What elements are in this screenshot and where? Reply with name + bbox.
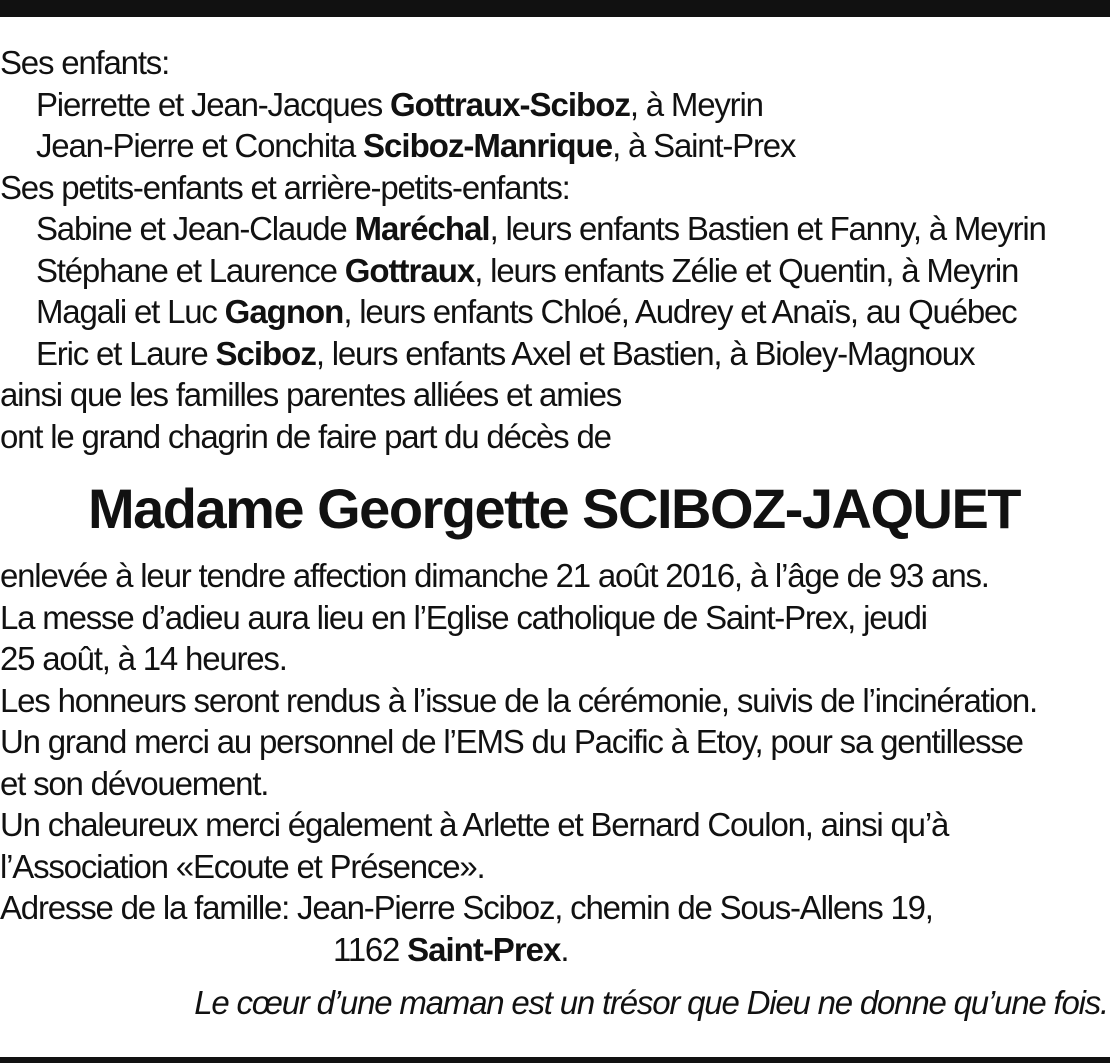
families-line: ainsi que les familles parentes alliées et amies (0, 376, 622, 413)
address-city: Saint-Prex (407, 930, 561, 968)
family-names: Jean-Pierre et Conchita (36, 127, 364, 164)
family-surname: Sciboz (215, 334, 316, 372)
family-entry (0, 125, 1108, 167)
family-entry (0, 333, 1108, 375)
family-entry (0, 208, 1108, 250)
thanks-friends-line: Un chaleureux merci également à Arlette et Bernard Coulon, ainsi qu’à (0, 806, 949, 843)
family-place: , leurs enfants Chloé, Audrey et Anaïs, au Québec (343, 293, 1017, 330)
family-names: Eric et Laure (36, 334, 216, 372)
family-address-line: Adresse de la famille: Jean-Pierre Sciboz, chemin de Sous-Allens 19, (0, 889, 933, 926)
family-entry (0, 250, 1108, 292)
family-surname: Gottraux (344, 251, 475, 289)
thanks-ems-line: Un grand merci au personnel de l’EMS du Pacific à Etoy, pour sa gentillesse (0, 723, 1023, 760)
family-address-city-line (0, 929, 1108, 971)
bottom-border-rule (0, 1057, 1110, 1063)
family-place: , à Saint-Prex (612, 127, 796, 164)
obituary-notice (0, 42, 1108, 1024)
family-surname: Gottraux-Sciboz (390, 85, 630, 123)
family-names: Magali et Luc (36, 293, 225, 330)
mass-line-continued: 25 août, à 14 heures. (0, 640, 287, 677)
thanks-ems-line-continued: et son dévouement. (0, 764, 269, 802)
address-postcode: 1162 (333, 930, 408, 968)
family-names: Pierrette et Jean-Jacques (36, 85, 391, 123)
family-place: , à Meyrin (629, 85, 763, 123)
family-names: Stéphane et Laurence (36, 251, 345, 289)
children-heading: Ses enfants: (0, 44, 170, 81)
announcement-line: ont le grand chagrin de faire part du décès de (0, 417, 611, 455)
family-surname: Gagnon (224, 293, 344, 330)
family-surname: Sciboz-Manrique (363, 127, 613, 164)
address-end: . (560, 930, 569, 968)
passing-line: enlevée à leur tendre affection dimanche 21 août 2016, à l’âge de 93 ans. (0, 557, 989, 594)
family-place: , leurs enfants Bastien et Fanny, à Meyrin (489, 210, 1046, 247)
mass-line: La messe d’adieu aura lieu en l’Eglise catholique de Saint-Prex, jeudi (0, 598, 927, 636)
honours-line: Les honneurs seront rendus à l’issue de la cérémonie, suivis de l’incinération. (0, 681, 1037, 719)
grandchildren-heading: Ses petits-enfants et arrière-petits-enfants: (0, 168, 570, 206)
thanks-friends-line-continued: l’Association «Ecoute et Présence». (0, 847, 485, 885)
closing-motto: Le cœur d’une maman est un trésor que Dieu ne donne qu’une fois. (194, 984, 1108, 1021)
family-entry (0, 291, 1108, 333)
top-border-rule (0, 0, 1110, 17)
family-place: , leurs enfants Zélie et Quentin, à Meyrin (474, 251, 1019, 289)
family-place: , leurs enfants Axel et Bastien, à Bioley-Magnoux (315, 334, 975, 372)
deceased-name: Madame Georgette SCIBOZ-JAQUET (87, 477, 1021, 540)
family-entry (0, 84, 1108, 126)
family-surname: Maréchal (354, 210, 490, 247)
family-names: Sabine et Jean-Claude (36, 210, 355, 247)
